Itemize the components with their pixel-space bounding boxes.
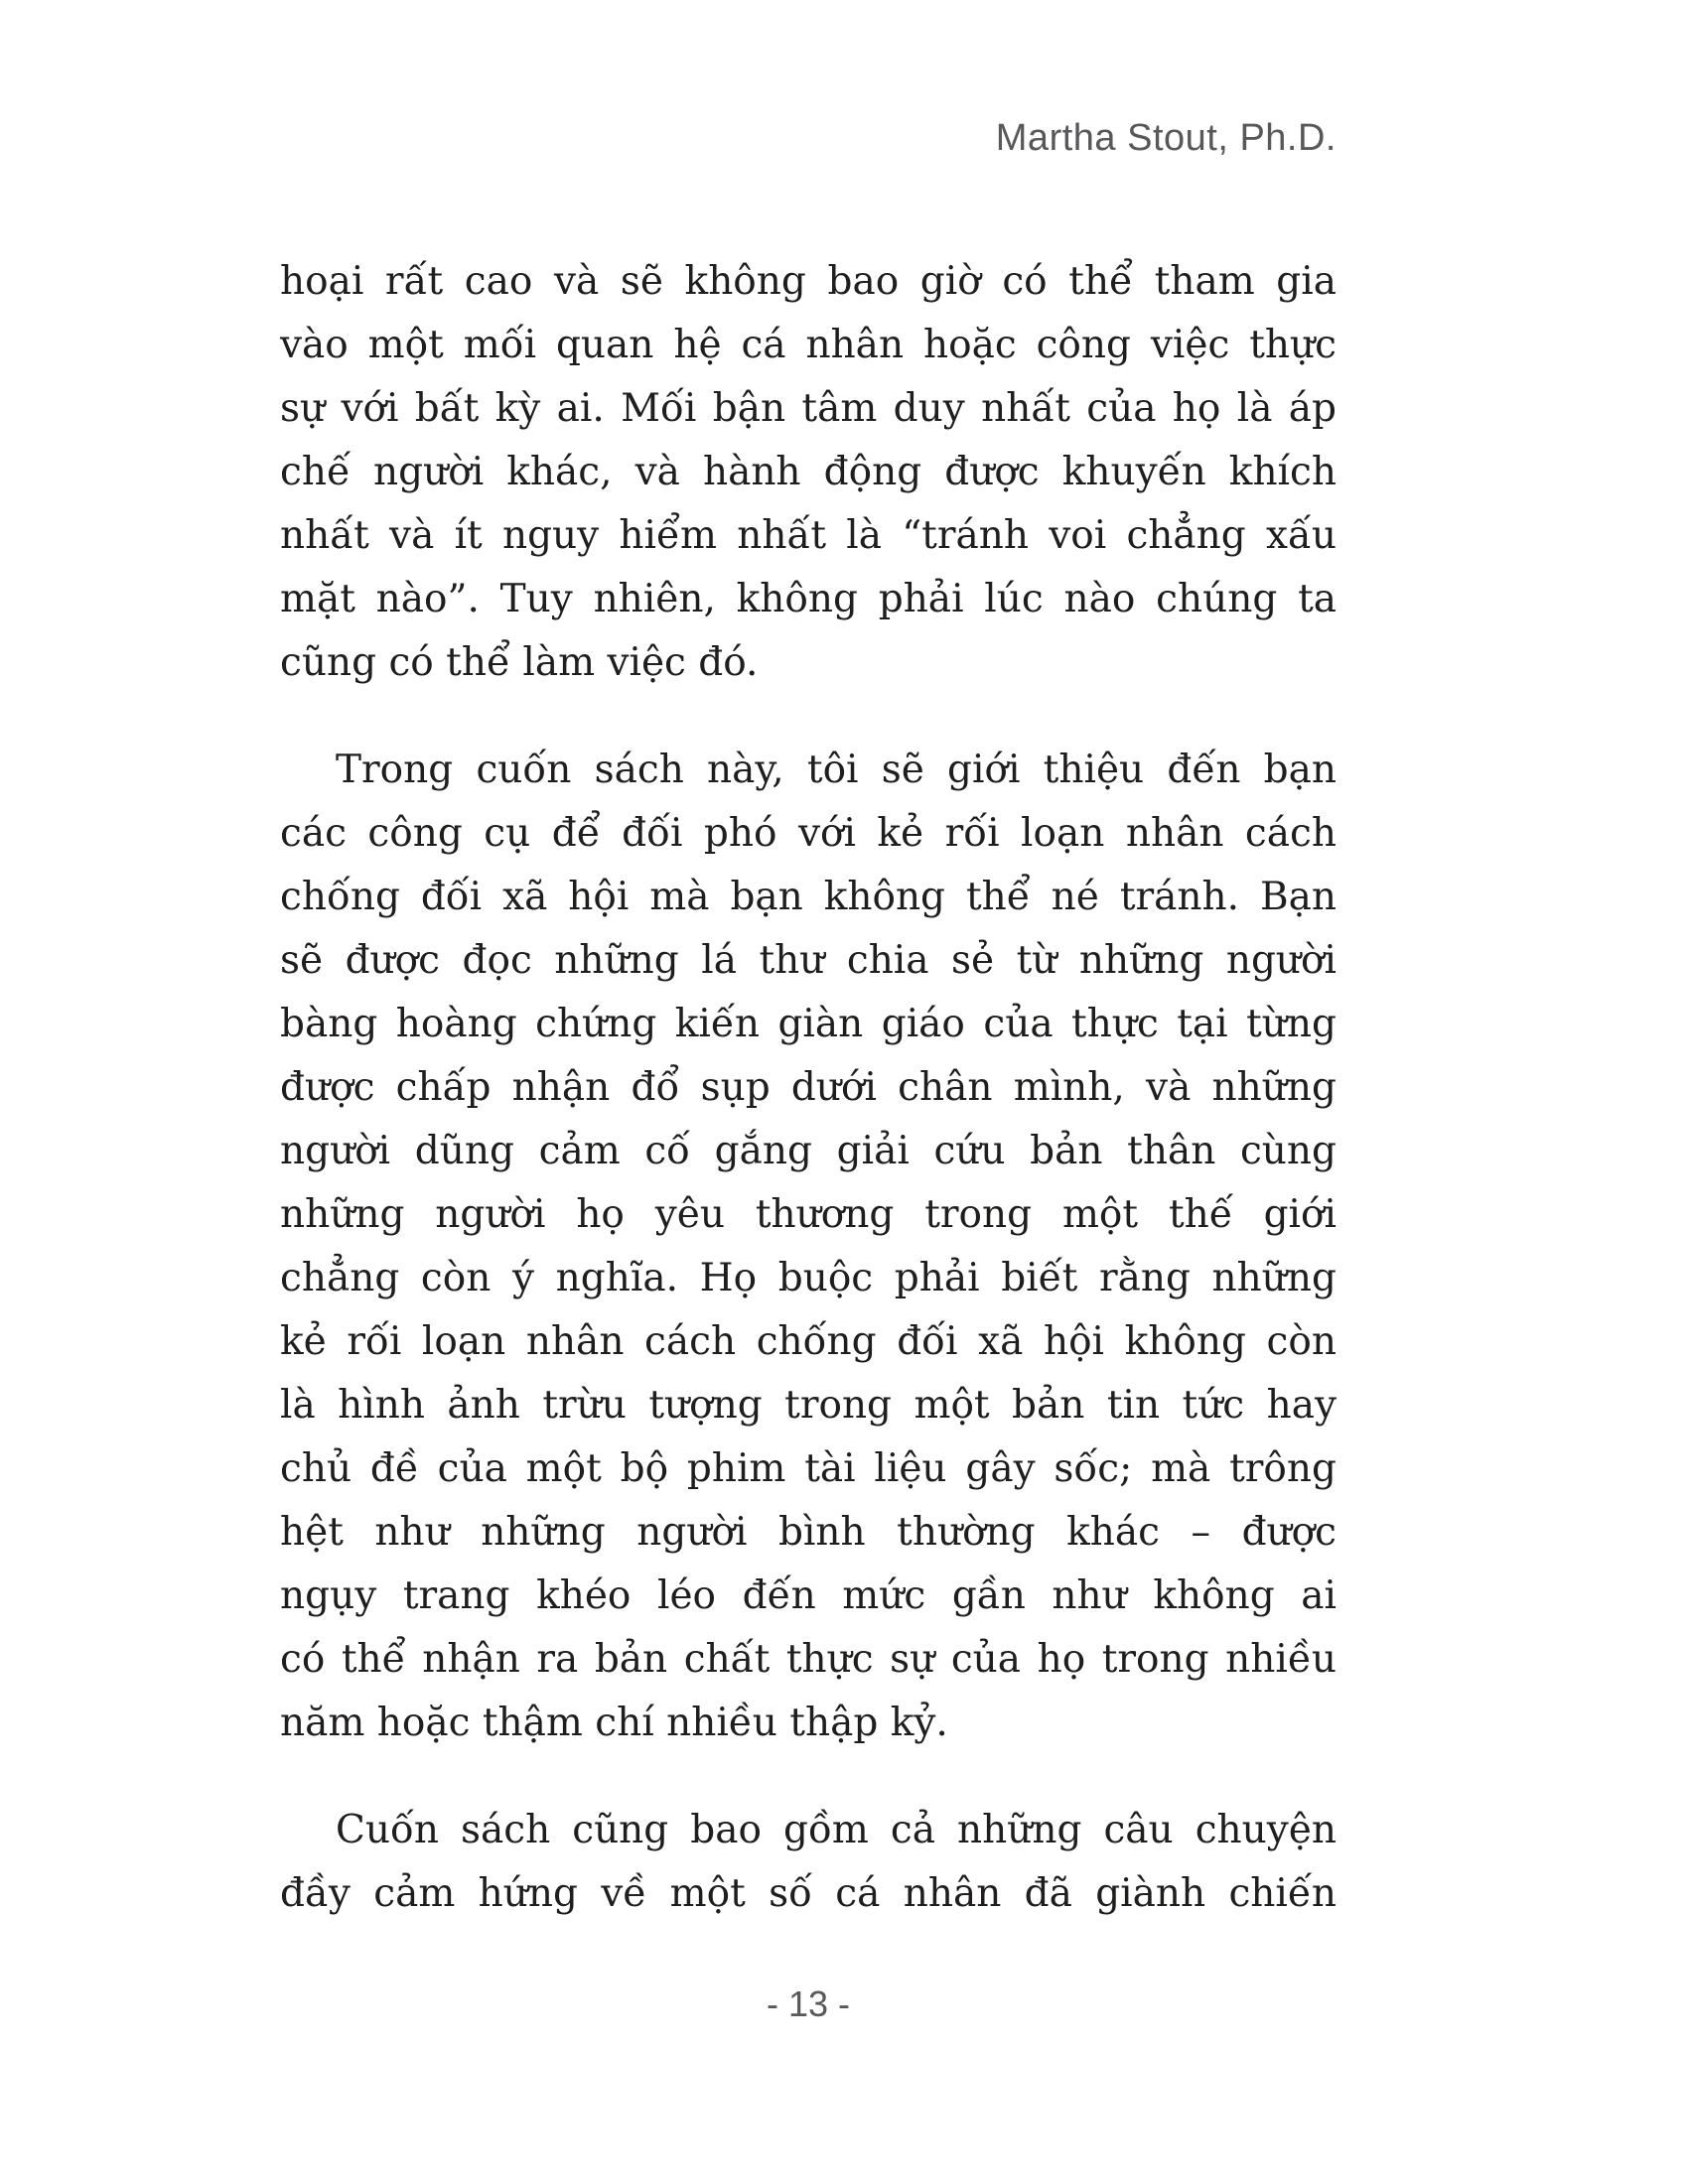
text-line: năm hoặc thậm chí nhiều thập kỷ. xyxy=(280,1701,948,1745)
paragraph xyxy=(280,1799,1336,1926)
text-line: những người họ yêu thương trong một thế giới xyxy=(280,1192,1336,1237)
text-line: chẳng còn ý nghĩa. Họ buộc phải biết rằng những xyxy=(280,1256,1336,1300)
text-line: vào một mối quan hệ cá nhân hoặc công việc thực xyxy=(280,323,1336,367)
text-line: nhất và ít nguy hiểm nhất là “tránh voi chẳng xấu xyxy=(280,513,1336,558)
text-line: Trong cuốn sách này, tôi sẽ giới thiệu đến bạn xyxy=(336,748,1336,792)
text-line: người dũng cảm cố gắng giải cứu bản thân cùng xyxy=(280,1129,1336,1173)
text-line: mặt nào”. Tuy nhiên, không phải lúc nào chúng ta xyxy=(280,577,1336,621)
text-line: bàng hoàng chứng kiến giàn giáo của thực tại từng xyxy=(280,1002,1336,1046)
page-body xyxy=(280,250,1336,1970)
text-line: sự với bất kỳ ai. Mối bận tâm duy nhất của họ là áp xyxy=(280,386,1336,431)
paragraph xyxy=(280,250,1336,695)
text-line: được chấp nhận đổ sụp dưới chân mình, và những xyxy=(280,1065,1336,1110)
text-line: sẽ được đọc những lá thư chia sẻ từ những người xyxy=(280,938,1336,983)
text-line: chủ đề của một bộ phim tài liệu gây sốc; mà trông xyxy=(280,1446,1336,1491)
paragraph xyxy=(280,739,1336,1755)
text-line: ngụy trang khéo léo đến mức gần như không ai xyxy=(280,1573,1336,1618)
text-line: đầy cảm hứng về một số cá nhân đã giành chiến xyxy=(280,1871,1336,1916)
text-line: kẻ rối loạn nhân cách chống đối xã hội không còn xyxy=(280,1319,1336,1364)
page-number: - 13 - xyxy=(766,1983,851,2024)
text-line: có thể nhận ra bản chất thực sự của họ trong nhiều xyxy=(280,1637,1336,1682)
text-line: Cuốn sách cũng bao gồm cả những câu chuyện xyxy=(336,1808,1336,1852)
running-header: Martha Stout, Ph.D. xyxy=(995,117,1336,159)
text-line: chế người khác, và hành động được khuyến khích xyxy=(280,450,1336,494)
text-line: hoại rất cao và sẽ không bao giờ có thể tham gia xyxy=(280,259,1336,304)
text-line: là hình ảnh trừu tượng trong một bản tin tức hay xyxy=(280,1383,1336,1428)
text-line: hệt như những người bình thường khác – được xyxy=(280,1510,1336,1555)
text-line: cũng có thể làm việc đó. xyxy=(280,640,759,685)
text-line: các công cụ để đối phó với kẻ rối loạn nhân cách xyxy=(280,811,1336,856)
text-line: chống đối xã hội mà bạn không thể né tránh. Bạn xyxy=(280,875,1336,919)
